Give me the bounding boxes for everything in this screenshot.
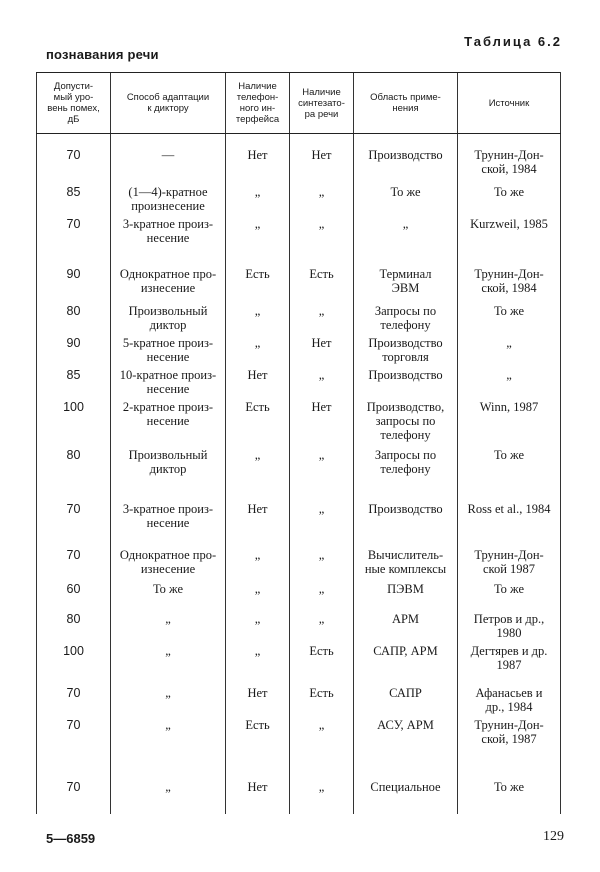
cell-source: Трунин-Дон- ской, 1984 [458, 148, 561, 185]
cell-level: 70 [37, 780, 111, 814]
cell-phone: „ [226, 548, 290, 582]
cell-adaptation: 10-кратное произ- несение [111, 368, 226, 400]
table-row [37, 448, 561, 502]
cell-synth: „ [290, 502, 354, 548]
table-caption: Таблица 6.2 [464, 34, 562, 49]
cell-phone: Нет [226, 502, 290, 548]
cell-area: Производство торговля [354, 336, 458, 368]
cell-synth: „ [290, 718, 354, 780]
page-heading-continuation: познавания речи [46, 47, 159, 62]
speech-recognition-table [36, 72, 561, 814]
cell-synth: „ [290, 217, 354, 267]
column-header-synth: Наличие синтезато- ра речи [290, 73, 354, 134]
header-row [37, 73, 561, 134]
cell-level: 85 [37, 368, 111, 400]
cell-source: Ross et al., 1984 [458, 502, 561, 548]
column-header-source: Источник [458, 73, 561, 134]
table-body [37, 134, 561, 815]
cell-level: 70 [37, 217, 111, 267]
cell-source: То же [458, 304, 561, 336]
cell-synth: „ [290, 582, 354, 612]
column-header-adaptation: Способ адаптации к диктору [111, 73, 226, 134]
cell-adaptation: 3-кратное произ- несение [111, 217, 226, 267]
table-row [37, 644, 561, 686]
cell-area: „ [354, 217, 458, 267]
cell-source: Kurzweil, 1985 [458, 217, 561, 267]
cell-area: Производство [354, 502, 458, 548]
cell-source: Афанасьев и др., 1984 [458, 686, 561, 718]
cell-phone: „ [226, 644, 290, 686]
cell-area: АСУ, АРМ [354, 718, 458, 780]
spacer-cell [354, 134, 458, 149]
cell-area: Запросы по телефону [354, 304, 458, 336]
cell-phone: „ [226, 448, 290, 502]
cell-adaptation: 2-кратное произ- несение [111, 400, 226, 448]
table-row [37, 718, 561, 780]
cell-synth: Есть [290, 644, 354, 686]
cell-adaptation: „ [111, 612, 226, 644]
cell-synth: „ [290, 185, 354, 217]
cell-synth: „ [290, 612, 354, 644]
table-row [37, 148, 561, 185]
cell-area: Производство [354, 148, 458, 185]
table-row [37, 780, 561, 814]
cell-level: 70 [37, 502, 111, 548]
cell-synth: Нет [290, 148, 354, 185]
cell-synth: Есть [290, 686, 354, 718]
cell-phone: Нет [226, 148, 290, 185]
table-row [37, 267, 561, 304]
cell-synth: „ [290, 448, 354, 502]
spacer-cell [111, 134, 226, 149]
cell-level: 90 [37, 267, 111, 304]
cell-source: Трунин-Дон- ской 1987 [458, 548, 561, 582]
table-row [37, 336, 561, 368]
cell-area: САПР [354, 686, 458, 718]
cell-source: Дегтярев и др. 1987 [458, 644, 561, 686]
cell-source: „ [458, 368, 561, 400]
print-signature: 5—6859 [46, 831, 96, 846]
cell-area: Производство [354, 368, 458, 400]
cell-synth: „ [290, 304, 354, 336]
cell-adaptation: 5-кратное произ- несение [111, 336, 226, 368]
cell-phone: Есть [226, 267, 290, 304]
cell-adaptation: — [111, 148, 226, 185]
table-row [37, 217, 561, 267]
cell-area: АРМ [354, 612, 458, 644]
cell-phone: „ [226, 217, 290, 267]
cell-synth: Нет [290, 336, 354, 368]
table-row [37, 304, 561, 336]
cell-level: 85 [37, 185, 111, 217]
cell-phone: Нет [226, 686, 290, 718]
cell-area: Вычислитель- ные комплексы [354, 548, 458, 582]
cell-area: Терминал ЭВМ [354, 267, 458, 304]
table-row [37, 548, 561, 582]
cell-phone: „ [226, 336, 290, 368]
cell-adaptation: Произвольный диктор [111, 448, 226, 502]
spacer-cell [290, 134, 354, 149]
cell-adaptation: „ [111, 780, 226, 814]
column-header-phone: Наличие телефон- ного ин- терфейса [226, 73, 290, 134]
cell-phone: „ [226, 612, 290, 644]
cell-level: 100 [37, 644, 111, 686]
table-row [37, 185, 561, 217]
cell-phone: „ [226, 582, 290, 612]
cell-synth: Есть [290, 267, 354, 304]
page-number: 129 [543, 829, 564, 844]
cell-phone: Есть [226, 400, 290, 448]
spacer-cell [458, 134, 561, 149]
spacer-cell [37, 134, 111, 149]
table-header [37, 73, 561, 134]
cell-phone: Нет [226, 780, 290, 814]
cell-area: Производство, запросы по телефону [354, 400, 458, 448]
cell-source: Петров и др., 1980 [458, 612, 561, 644]
cell-level: 80 [37, 448, 111, 502]
column-header-level: Допусти- мый уро- вень помех, дБ [37, 73, 111, 134]
table-row [37, 686, 561, 718]
cell-source: Трунин-Дон- ской, 1987 [458, 718, 561, 780]
cell-adaptation: „ [111, 686, 226, 718]
table-row [37, 502, 561, 548]
cell-adaptation: „ [111, 644, 226, 686]
cell-adaptation: 3-кратное произ- несение [111, 502, 226, 548]
cell-phone: „ [226, 304, 290, 336]
cell-level: 90 [37, 336, 111, 368]
table-top-spacer [37, 134, 561, 149]
cell-level: 70 [37, 548, 111, 582]
cell-adaptation: Произвольный диктор [111, 304, 226, 336]
cell-synth: „ [290, 368, 354, 400]
table-row [37, 400, 561, 448]
cell-level: 80 [37, 304, 111, 336]
cell-adaptation: Однократное про- изнесение [111, 267, 226, 304]
cell-level: 80 [37, 612, 111, 644]
cell-level: 70 [37, 718, 111, 780]
cell-adaptation: Однократное про- изнесение [111, 548, 226, 582]
table-row [37, 612, 561, 644]
cell-area: ПЭВМ [354, 582, 458, 612]
cell-source: То же [458, 185, 561, 217]
cell-area: Специальное [354, 780, 458, 814]
spacer-cell [226, 134, 290, 149]
cell-source: То же [458, 780, 561, 814]
cell-adaptation: „ [111, 718, 226, 780]
cell-source: „ [458, 336, 561, 368]
cell-level: 70 [37, 148, 111, 185]
cell-adaptation: (1—4)-кратное произнесение [111, 185, 226, 217]
cell-adaptation: То же [111, 582, 226, 612]
table-row [37, 582, 561, 612]
cell-area: То же [354, 185, 458, 217]
cell-synth: „ [290, 780, 354, 814]
cell-source: Winn, 1987 [458, 400, 561, 448]
table-container [36, 72, 560, 823]
cell-source: То же [458, 448, 561, 502]
cell-level: 70 [37, 686, 111, 718]
column-header-area: Область приме- нения [354, 73, 458, 134]
cell-phone: Есть [226, 718, 290, 780]
cell-phone: „ [226, 185, 290, 217]
cell-level: 60 [37, 582, 111, 612]
cell-phone: Нет [226, 368, 290, 400]
cell-area: Запросы по телефону [354, 448, 458, 502]
cell-source: Трунин-Дон- ской, 1984 [458, 267, 561, 304]
cell-source: То же [458, 582, 561, 612]
table-row [37, 368, 561, 400]
cell-synth: Нет [290, 400, 354, 448]
cell-area: САПР, АРМ [354, 644, 458, 686]
cell-synth: „ [290, 548, 354, 582]
cell-level: 100 [37, 400, 111, 448]
